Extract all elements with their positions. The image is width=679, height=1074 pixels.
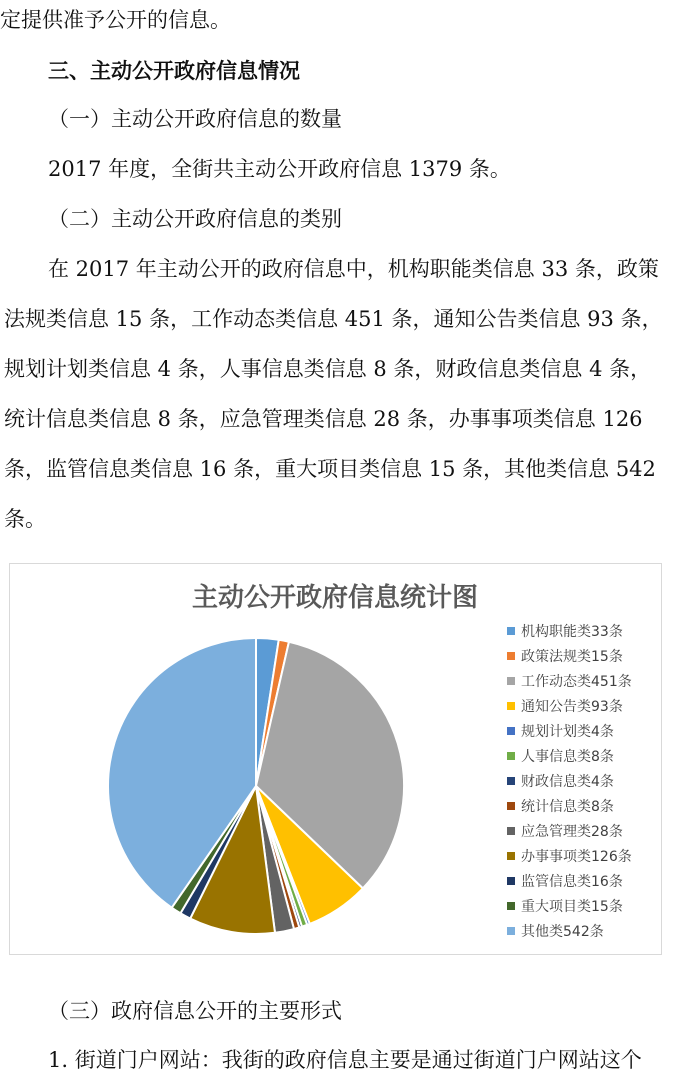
paragraph-line: 在 2017 年主动公开的政府信息中，机构职能类信息 33 条，政策 <box>48 257 659 281</box>
legend-item <box>507 648 623 665</box>
legend-item <box>507 673 632 690</box>
legend-item <box>507 623 623 640</box>
legend-swatch <box>507 827 515 835</box>
legend-swatch <box>507 877 515 885</box>
legend-swatch <box>507 902 515 910</box>
legend-label: 其他类542条 <box>521 924 604 940</box>
subheading-quantity: （一）主动公开政府信息的数量 <box>48 107 342 131</box>
legend-label: 规划计划类4条 <box>521 724 614 740</box>
quantity-text: 2017 年度，全街共主动公开政府信息 1379 条。 <box>48 157 511 181</box>
legend-item <box>507 923 604 940</box>
legend-item <box>507 873 623 890</box>
paragraph-line: 统计信息类信息 8 条，应急管理类信息 28 条，办事事项类信息 126 <box>4 407 643 431</box>
legend-swatch <box>507 777 515 785</box>
legend-label: 政策法规类15条 <box>521 649 623 665</box>
list-item-website: 1. 街道门户网站：我街的政府信息主要是通过街道门户网站这个 <box>48 1048 642 1072</box>
legend-swatch <box>507 652 515 660</box>
legend-swatch <box>507 852 515 860</box>
legend-swatch <box>507 627 515 635</box>
legend-label: 机构职能类33条 <box>521 624 623 640</box>
chart-title: 主动公开政府信息统计图 <box>191 583 479 613</box>
pie-chart <box>10 564 661 954</box>
legend-swatch <box>507 752 515 760</box>
legend-swatch <box>507 702 515 710</box>
legend-item <box>507 748 614 765</box>
legend-item <box>507 723 614 740</box>
legend-item <box>507 698 623 715</box>
legend-label: 应急管理类28条 <box>521 824 623 840</box>
pie-chart-container <box>9 563 662 955</box>
legend-item <box>507 773 614 790</box>
legend-item <box>507 798 614 815</box>
legend-swatch <box>507 727 515 735</box>
legend-label: 重大项目类15条 <box>521 899 623 915</box>
legend-label: 监管信息类16条 <box>521 874 623 890</box>
subheading-forms: （三）政府信息公开的主要形式 <box>48 999 342 1023</box>
legend-item <box>507 898 623 915</box>
legend-label: 通知公告类93条 <box>521 699 623 715</box>
legend-item <box>507 823 623 840</box>
subheading-categories: （二）主动公开政府信息的类别 <box>48 207 342 231</box>
legend-swatch <box>507 677 515 685</box>
paragraph-line: 法规类信息 15 条，工作动态类信息 451 条，通知公告类信息 93 条， <box>4 307 663 331</box>
paragraph-line: 条。 <box>4 507 46 531</box>
legend-swatch <box>507 802 515 810</box>
legend-label: 人事信息类8条 <box>521 749 614 765</box>
legend-label: 统计信息类8条 <box>521 799 614 815</box>
paragraph-line: 规划计划类信息 4 条，人事信息类信息 8 条，财政信息类信息 4 条， <box>4 357 652 381</box>
legend-label: 工作动态类451条 <box>521 674 632 690</box>
legend-swatch <box>507 927 515 935</box>
text-line-top: 定提供准予公开的信息。 <box>0 8 231 32</box>
legend-item <box>507 848 632 865</box>
legend-label: 财政信息类4条 <box>521 774 614 790</box>
legend-label: 办事事项类126条 <box>521 849 632 865</box>
paragraph-line: 条，监管信息类信息 16 条，重大项目类信息 15 条，其他类信息 542 <box>4 457 656 481</box>
section-heading: 三、主动公开政府信息情况 <box>48 59 300 83</box>
